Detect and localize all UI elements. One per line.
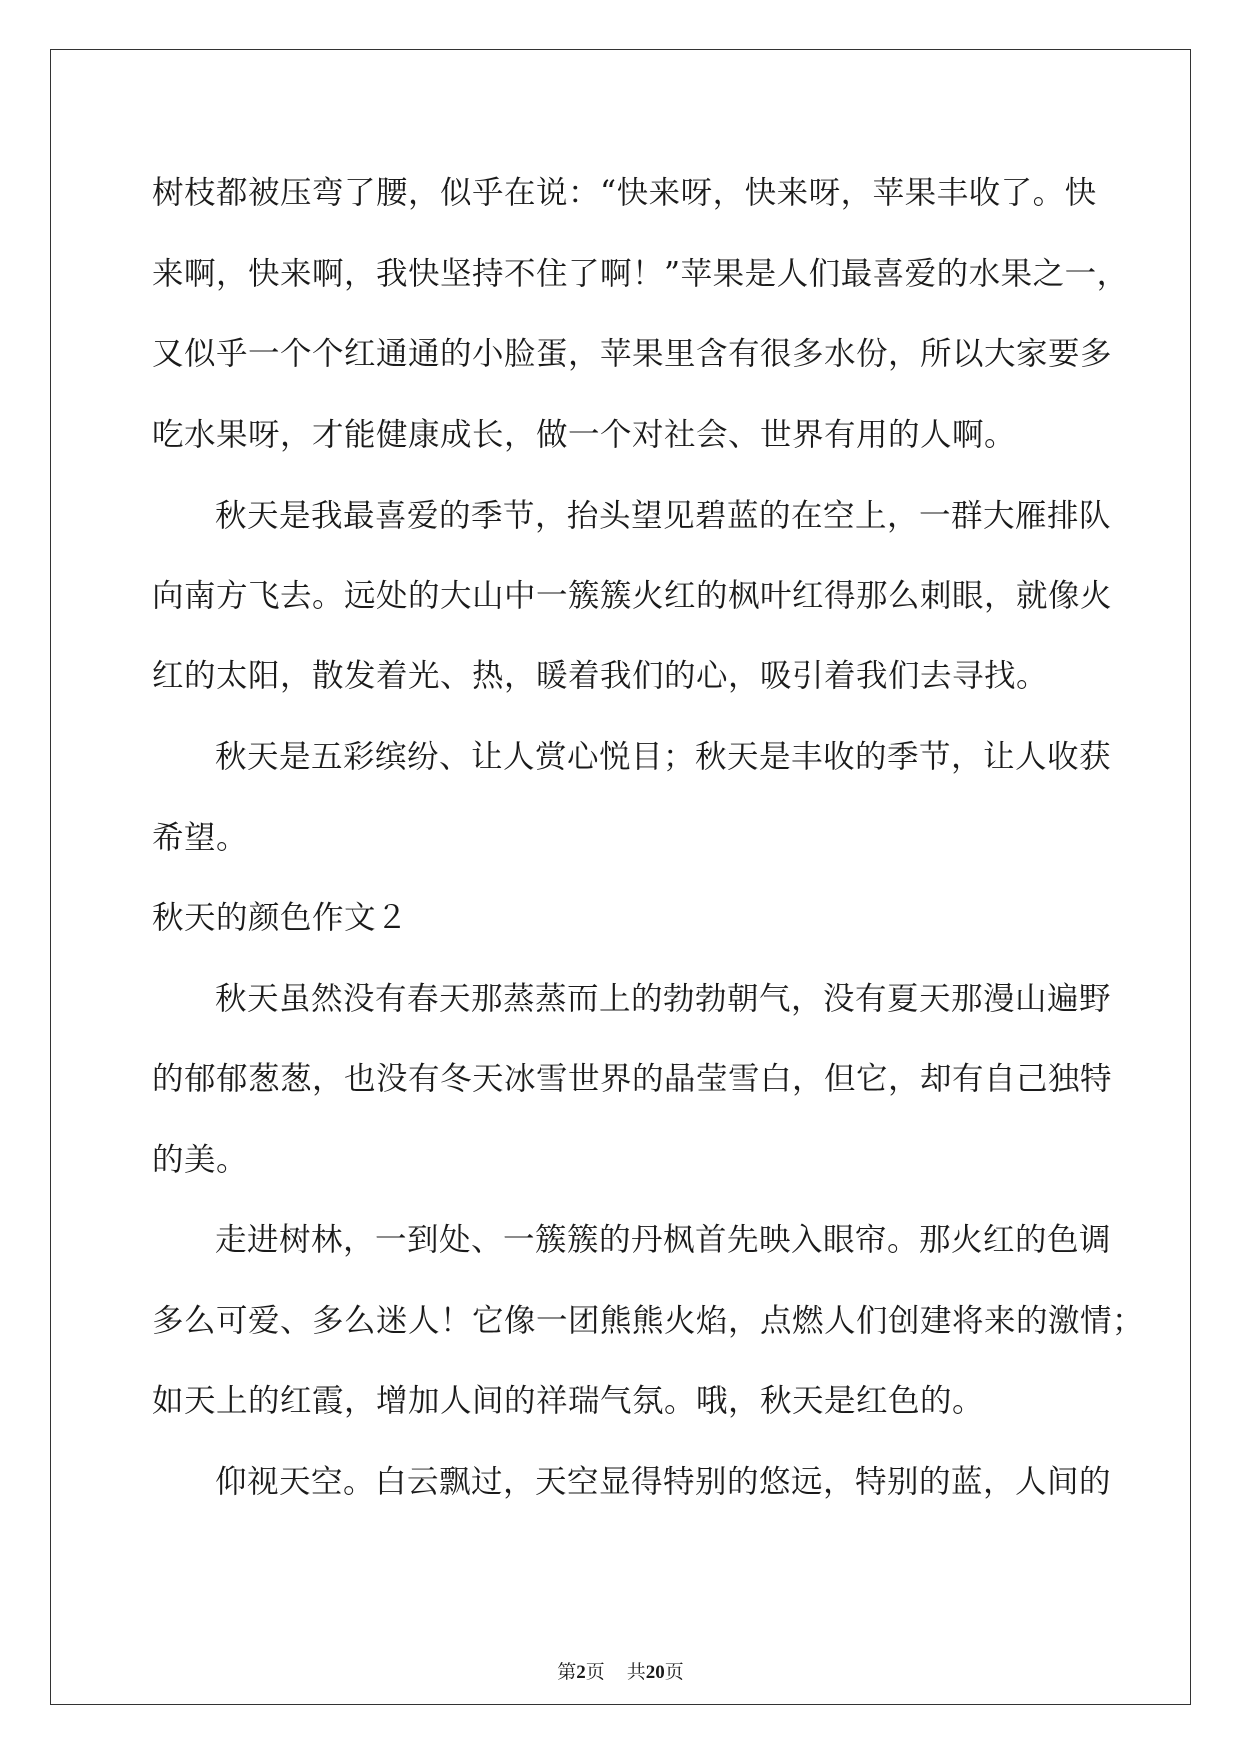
total-label-prefix: 共 <box>626 1661 646 1683</box>
text-line: 来啊，快来啊，我快坚持不住了啊！”苹果是人们最喜爱的水果之一， <box>152 256 1129 292</box>
text-line: 的美。 <box>152 1142 249 1178</box>
text-line: 又似乎一个个红通通的小脸蛋，苹果里含有很多水份，所以大家要多 <box>152 336 1113 372</box>
text-line: 多么可爱、多么迷人！它像一团熊熊火焰，点燃人们创建将来的激情； <box>152 1303 1145 1339</box>
page-footer <box>0 1660 1241 1685</box>
text-line: 仰视天空。白云飘过，天空显得特别的悠远，特别的蓝，人间的 <box>215 1464 1112 1500</box>
text-line: 如天上的红霞，增加人间的祥瑞气氛。哦，秋天是红色的。 <box>152 1383 985 1419</box>
text-line: 的郁郁葱葱，也没有冬天冰雪世界的晶莹雪白，但它，却有自己独特 <box>152 1061 1113 1097</box>
page-label-suffix: 页 <box>585 1661 605 1683</box>
text-line: 走进树林，一到处、一簇簇的丹枫首先映入眼帘。那火红的色调 <box>215 1222 1112 1258</box>
page-border <box>50 49 1191 1705</box>
total-pages: 20 <box>645 1662 665 1683</box>
text-line: 吃水果呀，才能健康成长，做一个对社会、世界有用的人啊。 <box>152 417 1017 453</box>
text-line: 秋天虽然没有春天那蒸蒸而上的勃勃朝气，没有夏天那漫山遍野 <box>215 981 1112 1017</box>
section-heading: 秋天的颜色作文２ <box>152 900 409 936</box>
page-label-prefix: 第 <box>557 1661 577 1683</box>
total-label-suffix: 页 <box>664 1661 684 1683</box>
text-line: 向南方飞去。远处的大山中一簇簇火红的枫叶红得那么刺眼，就像火 <box>152 578 1113 614</box>
text-line: 树枝都被压弯了腰，似乎在说：“快来呀，快来呀，苹果丰收了。快 <box>152 175 1097 211</box>
text-line: 红的太阳，散发着光、热，暖着我们的心，吸引着我们去寻找。 <box>152 658 1049 694</box>
page-number: 2 <box>576 1662 586 1683</box>
text-line: 希望。 <box>152 820 249 856</box>
text-line: 秋天是五彩缤纷、让人赏心悦目；秋天是丰收的季节，让人收获 <box>215 739 1112 775</box>
text-line: 秋天是我最喜爱的季节，抬头望见碧蓝的在空上，一群大雁排队 <box>215 498 1112 534</box>
